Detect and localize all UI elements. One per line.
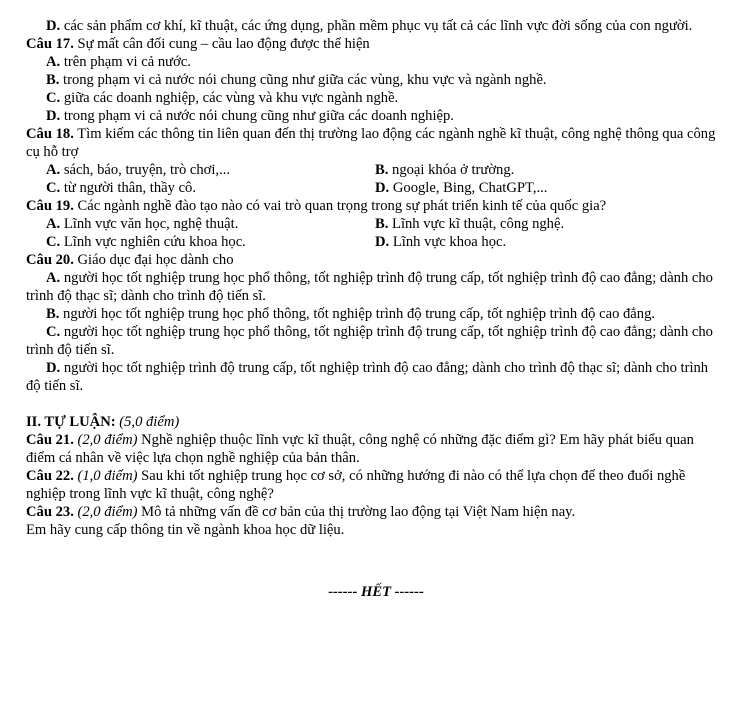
q17-option-b: B. trong phạm vi cả nước nói chung cũng như giữa các vùng, khu vực và ngành nghề. xyxy=(46,72,547,88)
question-23-line2: Em hãy cung cấp thông tin về ngành khoa học dữ liệu. xyxy=(26,522,345,538)
q19-option-a: A. Lĩnh vực văn học, nghệ thuật. xyxy=(46,216,239,232)
q16-option-d: D. các sản phẩm cơ khí, kĩ thuật, các ứng dụng, phần mềm phục vụ tất cả các lĩnh vực đời sống của con người. xyxy=(46,18,693,34)
q17-option-a: A. trên phạm vi cả nước. xyxy=(46,54,191,70)
question-17 xyxy=(26,35,726,125)
q20-option-b: B. người học tốt nghiệp trung học phổ thông, tốt nghiệp trình độ trung cấp, tốt nghiệp trình độ cao đẳng. xyxy=(46,306,656,322)
question-18 xyxy=(26,125,726,197)
q19-stem: Câu 19. Các ngành nghề đào tạo nào có vai trò quan trọng trong sự phát triển kinh tế của quốc gia? xyxy=(26,198,607,214)
exam-page xyxy=(26,17,726,601)
q17-stem: Câu 17. Sự mất cân đối cung – cầu lao động được thể hiện xyxy=(26,36,370,52)
q18-option-d: D. Google, Bing, ChatGPT,... xyxy=(375,180,548,196)
q17-option-c: C. giữa các doanh nghiệp, các vùng và khu vực ngành nghề. xyxy=(46,90,399,106)
q20-option-d: D. người học tốt nghiệp trình độ trung cấp, tốt nghiệp trình độ cao đẳng; dành cho trình độ thạc sĩ; dành cho trình độ tiến sĩ. xyxy=(26,360,709,394)
q19-option-d: D. Lĩnh vực khoa học. xyxy=(375,234,507,250)
question-19 xyxy=(26,197,726,251)
q18-option-b: B. ngoại khóa ở trường. xyxy=(375,162,515,178)
q19-option-c: C. Lĩnh vực nghiên cứu khoa học. xyxy=(46,234,246,250)
q17-option-d: D. trong phạm vi cả nước nói chung cũng như giữa các doanh nghiệp. xyxy=(46,108,454,124)
essay-section xyxy=(26,413,726,539)
question-22: Câu 22. (1,0 điểm) Sau khi tốt nghiệp trung học cơ sở, có những hướng đi nào có thể lựa chọn để theo đuổi nghề nghiệp trong lĩnh vực kĩ thuật, công nghệ? xyxy=(26,468,686,502)
end-marker: ------ HẾT ------ xyxy=(328,584,424,600)
question-21: Câu 21. (2,0 điểm) Nghề nghiệp thuộc lĩnh vực kĩ thuật, công nghệ có những đặc điểm gì? Em hãy phát biểu quan điểm cá nhân về việc lựa chọn nghề nghiệp của bản thân. xyxy=(26,432,694,466)
q20-option-c: C. người học tốt nghiệp trung học phổ thông, tốt nghiệp trình độ trung cấp, tốt nghiệp trình độ cao đẳng; dành cho trình độ tiến sĩ. xyxy=(26,324,713,358)
question-20 xyxy=(26,251,726,395)
q18-option-c: C. từ người thân, thầy cô. xyxy=(46,180,197,196)
question-23: Câu 23. (2,0 điểm) Mô tả những vấn đề cơ bản của thị trường lao động tại Việt Nam hiện nay. xyxy=(26,504,576,520)
q18-option-a: A. sách, báo, truyện, trò chơi,... xyxy=(46,162,231,178)
q20-option-a: A. người học tốt nghiệp trung học phổ thông, tốt nghiệp trình độ trung cấp, tốt nghiệp trình độ cao đẳng; dành cho trình độ thạc sĩ; dành cho trình độ tiến sĩ. xyxy=(26,270,713,304)
q19-option-b: B. Lĩnh vực kĩ thuật, công nghệ. xyxy=(375,216,565,232)
section-title: II. TỰ LUẬN: (5,0 điểm) xyxy=(26,414,180,430)
q18-stem: Câu 18. Tìm kiếm các thông tin liên quan đến thị trường lao động các ngành nghề kĩ thuật, công nghệ thông qua công cụ hỗ trợ xyxy=(26,126,716,160)
q20-stem: Câu 20. Giáo dục đại học dành cho xyxy=(26,252,234,268)
